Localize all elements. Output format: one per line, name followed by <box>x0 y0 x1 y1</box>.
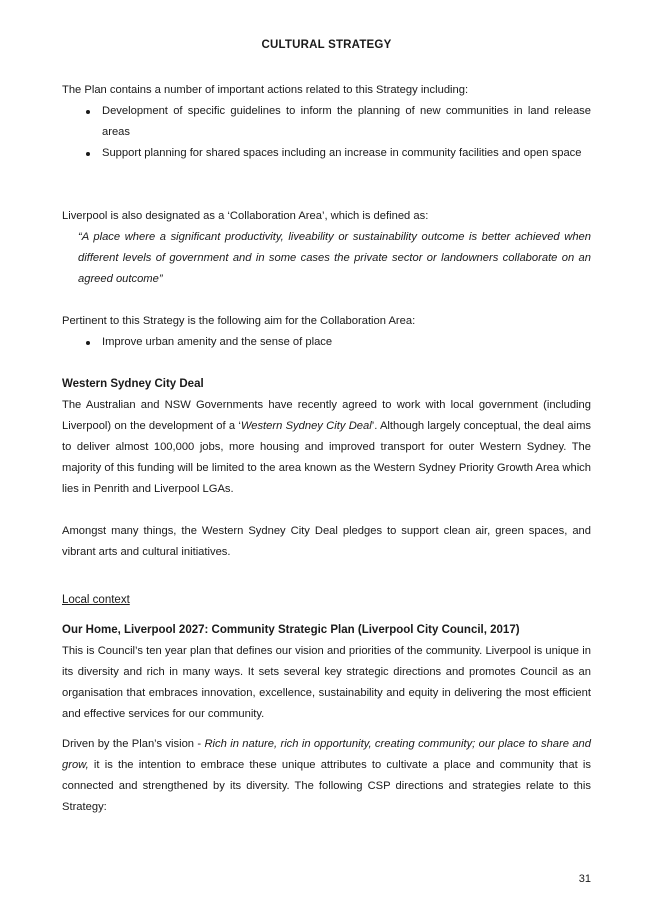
list-item: Improve urban amenity and the sense of place <box>62 332 591 353</box>
plan-actions-intro: The Plan contains a number of important actions related to this Strategy including: <box>62 84 469 96</box>
list-item: Development of specific guidelines to inform the planning of new communities in land release areas <box>62 101 591 143</box>
collaboration-aim-intro: Pertinent to this Strategy is the following aim for the Collaboration Area: <box>62 315 416 327</box>
collaboration-area-section <box>62 206 591 290</box>
collaboration-aim-list <box>62 332 591 353</box>
bullet-icon <box>86 341 90 345</box>
csp-subheading: Our Home, Liverpool 2027: Community Strategic Plan (Liverpool City Council, 2017) <box>62 624 520 636</box>
csp-paragraph-1: This is Council’s ten year plan that defines our vision and priorities of the community. Liverpool is unique in its diversity and rich in many ways. It sets several key strategic directions and promotes Council as an organisation that embraces innovation, excellence, sustainability and equity in delivering the most efficient and effective services for our community. <box>62 645 591 720</box>
page-number: 31 <box>578 873 591 885</box>
list-item: Support planning for shared spaces including an increase in community facilities and open space <box>62 143 591 164</box>
bullet-icon <box>86 110 90 114</box>
bullet-icon <box>86 152 90 156</box>
collaboration-area-quote: “A place where a significant productivity, liveability or sustainability outcome is better achieved when different levels of government and in some cases the private sector or landowners collaborate on an agreed outcome” <box>78 231 591 285</box>
collaboration-area-intro: Liverpool is also designated as a ‘Collaboration Area’, which is defined as: <box>62 210 429 222</box>
page-header-title: CULTURAL STRATEGY <box>261 39 392 51</box>
city-deal-paragraph-1: The Australian and NSW Governments have recently agreed to work with local government (including Liverpool) on the development of a ‘Western Sydney City Deal’. Although largely conceptual, the deal aims to deliver almost 100,000 jobs, more housing and improved transport for outer Western Sydney. The majority of this funding will be limited to the area known as the Western Sydney Priority Growth Area which lies in Penrith and Liverpool LGAs. <box>62 399 591 495</box>
collaboration-aim-section <box>62 311 591 353</box>
city-deal-section <box>62 374 591 563</box>
city-deal-paragraph-2: Amongst many things, the Western Sydney City Deal pledges to support clean air, green spaces, and vibrant arts and cultural initiatives. <box>62 525 591 558</box>
local-context-heading: Local context <box>62 594 130 606</box>
plan-actions-section <box>62 80 591 164</box>
plan-actions-list <box>62 101 591 164</box>
local-context-section <box>62 590 591 818</box>
csp-paragraph-2: Driven by the Plan’s vision - Rich in nature, rich in opportunity, creating community; our place to share and grow, it is the intention to embrace these unique attributes to cultivate a place and community that is connected and strengthened by its diversity. The following CSP directions and strategies relate to this Strategy: <box>62 738 591 813</box>
city-deal-heading: Western Sydney City Deal <box>62 378 204 390</box>
